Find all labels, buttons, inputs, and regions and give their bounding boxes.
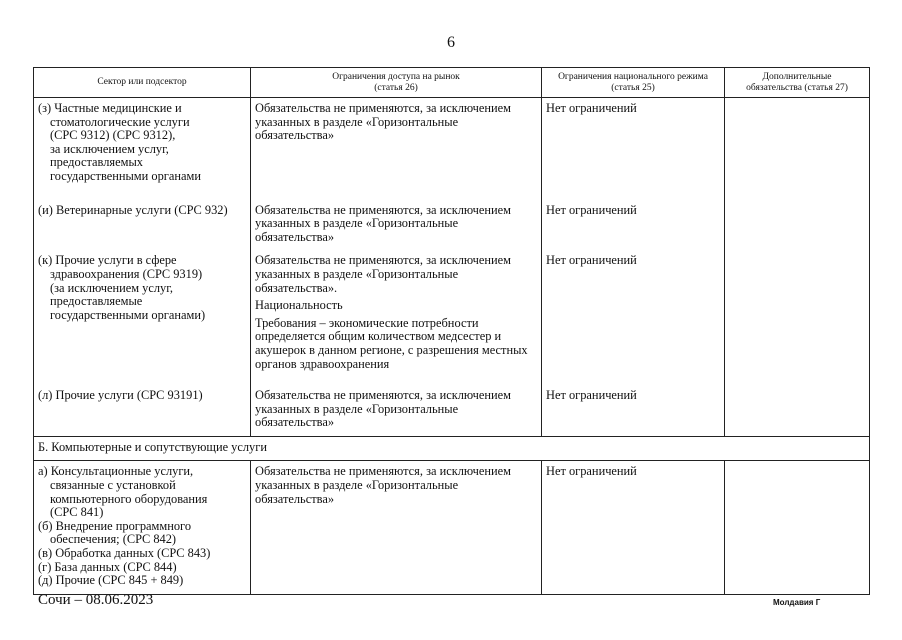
- header-national-treatment-text: Ограничения национального режима (статья 25): [558, 72, 708, 93]
- sector-cell: [34, 377, 251, 436]
- sector-line: (д) Прочие (CPC 845 + 849): [38, 573, 184, 588]
- market-access-text: Обязательства не применяются, за исключением указанных в разделе «Горизонтальные обязательства».: [255, 253, 512, 295]
- header-national-treatment: [542, 68, 725, 98]
- sector-line: предоставляемые: [50, 294, 143, 309]
- section-row: [34, 436, 870, 461]
- sector-cell: [34, 190, 251, 251]
- sector-line: стоматологические услуги: [50, 114, 190, 129]
- national-treatment-cell: Нет ограничений: [542, 461, 725, 594]
- table-row: [34, 98, 870, 190]
- sector-line: (CPC 841): [50, 505, 104, 520]
- section-heading: Б. Компьютерные и сопутствующие услуги: [34, 436, 870, 461]
- commitments-table: [33, 67, 870, 595]
- sector-line: обеспечения; (CPC 842): [50, 532, 177, 547]
- page-number: 6: [447, 34, 455, 51]
- sector-line: (б) Внедрение программного: [38, 518, 192, 533]
- table-row: [34, 377, 870, 436]
- national-treatment-cell: Нет ограничений: [542, 377, 725, 436]
- sector-line: а) Консультационные услуги,: [38, 464, 194, 479]
- sector-line: (к) Прочие услуги в сфере: [38, 253, 177, 268]
- table-row: [34, 190, 870, 251]
- header-market-access: [251, 68, 542, 98]
- market-access-cell: Обязательства не применяются, за исключением указанных в разделе «Горизонтальные обязательства»: [251, 190, 542, 251]
- sector-line: (CPC 9312) (CPC 9312),: [50, 128, 176, 143]
- sector-cell: [34, 98, 251, 190]
- header-additional-text: Дополнительные обязательства (статья 27): [746, 72, 848, 93]
- sector-line: (з) Частные медицинские и: [38, 101, 182, 115]
- market-access-cell: [251, 250, 542, 377]
- sector-line: (л) Прочие услуги (CPC 93191): [38, 388, 203, 403]
- header-row: [34, 68, 870, 98]
- market-access-cell: Обязательства не применяются, за исключением указанных в разделе «Горизонтальные обязательства»: [251, 98, 542, 190]
- sector-line: (и) Ветеринарные услуги (CPC 932): [38, 202, 228, 217]
- sector-line: здравоохранения (CPC 9319): [50, 266, 203, 281]
- sector-line: за исключением услуг,: [50, 141, 169, 156]
- national-treatment-cell: Нет ограничений: [542, 98, 725, 190]
- additional-cell: [725, 377, 870, 436]
- sector-line: компьютерного оборудования: [50, 491, 208, 506]
- table-row: [34, 250, 870, 377]
- additional-cell: [725, 98, 870, 190]
- sector-cell: [34, 461, 251, 594]
- additional-cell: [725, 190, 870, 251]
- market-access-subheading: Национальность: [255, 298, 343, 313]
- footer-place-date: Сочи – 08.06.2023: [38, 592, 154, 608]
- table-row: [34, 461, 870, 594]
- sector-line: (г) База данных (CPC 844): [38, 559, 177, 574]
- header-sector: Сектор или подсектор: [34, 68, 251, 98]
- sector-cell: [34, 250, 251, 377]
- header-market-access-text: Ограничения доступа на рынок (статья 26): [332, 72, 460, 93]
- sector-line: (в) Обработка данных (CPC 843): [38, 546, 211, 561]
- market-access-cell: Обязательства не применяются, за исключением указанных в разделе «Горизонтальные обязательства»: [251, 377, 542, 436]
- additional-cell: [725, 250, 870, 377]
- market-access-requirements: Требования – экономические потребности определяется общим количеством медсестер и акушерок в данном регионе, с разрешения местных органов здравоохранения: [255, 315, 528, 371]
- market-access-cell: Обязательства не применяются, за исключением указанных в разделе «Горизонтальные обязательства»: [251, 461, 542, 594]
- sector-line: государственными органами): [50, 307, 206, 322]
- additional-cell: [725, 461, 870, 594]
- national-treatment-cell: Нет ограничений: [542, 190, 725, 251]
- sector-line: связанные с установкой: [50, 478, 176, 493]
- header-additional: [725, 68, 870, 98]
- sector-line: (за исключением услуг,: [50, 280, 174, 295]
- sector-line: предоставляемых: [50, 155, 143, 170]
- sector-line: государственными органами: [50, 168, 201, 183]
- national-treatment-cell: Нет ограничений: [542, 250, 725, 377]
- footer-country: Молдавия Г: [773, 598, 821, 607]
